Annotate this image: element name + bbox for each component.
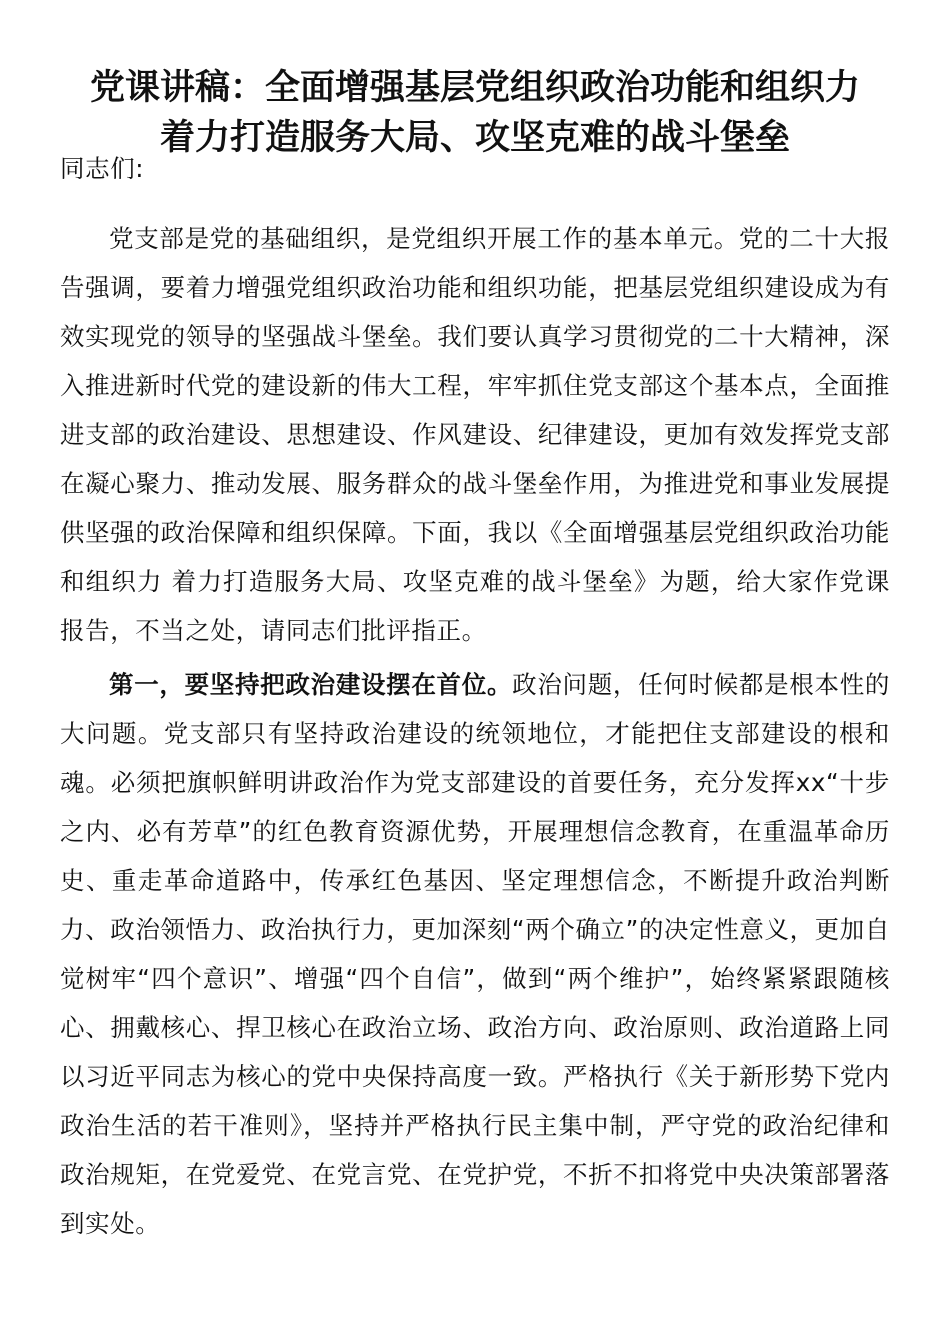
paragraph-first-point-body: 政治问题，任何时候都是根本性的大问题。党支部只有坚持政治建设的统领地位，才能把住支部建设的根和魂。必须把旗帜鲜明讲政治作为党支部建设的首要任务，充分发挥xx“十步之内、必有芳草”的红色教育资源优势，开展理想信念教育，在重温革命历史、重走革命道路中，传承红色基因、坚定理想信念，不断提升政治判断力、政治领悟力、政治执行力，更加深刻“两个确立”的决定性意义，更加自觉树牢“四个意识”、增强“四个自信”，做到“两个维护”，始终紧紧跟随核心、拥戴核心、捍卫核心在政治立场、政治方向、政治原则、政治道路上同以习近平同志为核心的党中央保持高度一致。严格执行《关于新形势下党内政治生活的若干准则》，坚持并严格执行民主集中制，严守党的政治纪律和政治规矩，在党爱党、在党言党、在党护党，不折不扣将党中央决策部署落到实处。 <box>60 670 890 1238</box>
document-title-line-1: 党课讲稿：全面增强基层党组织政治功能和组织力 <box>89 67 860 108</box>
paragraph-first-point <box>60 660 890 1248</box>
document-title-line-2: 着力打造服务大局、攻坚克难的战斗堡垒 <box>159 117 790 158</box>
paragraph-first-point-heading: 第一，要坚持把政治建设摆在首位。 <box>109 670 513 699</box>
greeting: 同志们: <box>60 154 145 183</box>
paragraph-introduction: 党支部是党的基础组织，是党组织开展工作的基本单元。党的二十大报告强调，要着力增强党组织政治功能和组织功能，把基层党组织建设成为有效实现党的领导的坚强战斗堡垒。我们要认真学习贯彻党的二十大精神，深入推进新时代党的建设新的伟大工程，牢牢抓住党支部这个基本点，全面推进支部的政治建设、思想建设、作风建设、纪律建设，更加有效发挥党支部在凝心聚力、推动发展、服务群众的战斗堡垒作用，为推进党和事业发展提供坚强的政治保障和组织保障。下面，我以《全面增强基层党组织政治功能和组织力 着力打造服务大局、攻坚克难的战斗堡垒》为题，给大家作党课报告，不当之处，请同志们批评指正。 <box>60 224 890 645</box>
